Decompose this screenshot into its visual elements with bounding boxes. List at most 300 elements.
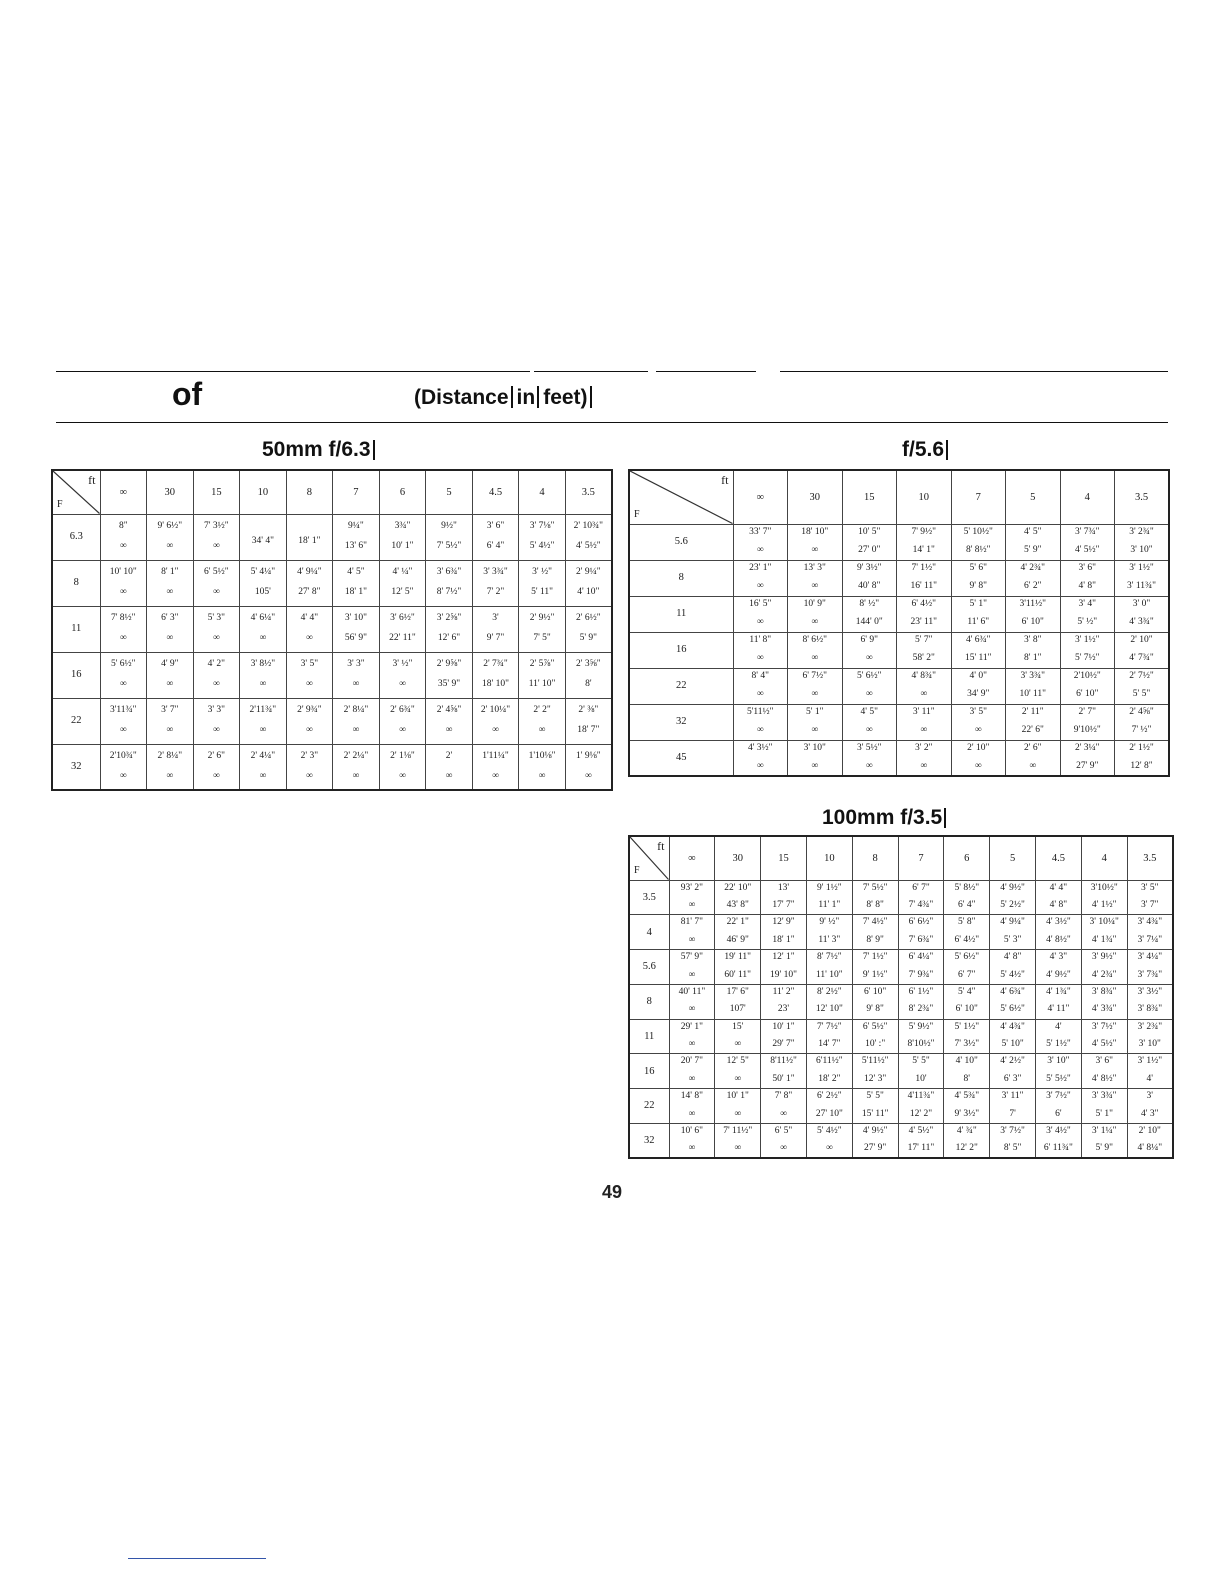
near-limit: 9¼" — [348, 520, 364, 531]
header-row — [629, 470, 1169, 524]
depth-cell — [472, 698, 519, 744]
near-limit: 10' 1" — [772, 1021, 795, 1032]
far-limit: ∞ — [734, 1143, 742, 1154]
near-limit: 5' 7" — [915, 635, 933, 646]
depth-cell — [1081, 1089, 1127, 1124]
far-limit: 7' 5" — [533, 633, 551, 644]
far-limit: 11' 10" — [528, 679, 556, 690]
depth-cell — [715, 984, 761, 1019]
distance-header: 4 — [519, 470, 566, 514]
f-stop-cell: 16 — [52, 652, 100, 698]
far-limit: ∞ — [688, 1039, 696, 1050]
depth-cell — [286, 698, 333, 744]
depth-cell — [842, 704, 897, 740]
depth-cell — [842, 740, 897, 776]
far-limit: 5' 10" — [1001, 1039, 1024, 1050]
table-row — [629, 984, 1173, 1019]
near-limit: 3' 8" — [1024, 635, 1042, 646]
far-limit: ∞ — [119, 725, 127, 736]
depth-cell — [240, 560, 287, 606]
near-limit: 2' 11" — [1021, 707, 1044, 718]
depth-cell — [193, 560, 240, 606]
far-limit: ∞ — [865, 760, 873, 771]
far-limit: 15' 11" — [964, 652, 992, 663]
far-limit: 12' 2" — [955, 1143, 978, 1154]
table-row — [629, 560, 1169, 596]
far-limit: 35' 9" — [437, 679, 461, 690]
depth-cell — [897, 740, 952, 776]
far-limit: 5' 1½" — [1046, 1039, 1071, 1050]
near-limit: 4' 9½" — [1000, 882, 1025, 893]
far-limit: 5' 7½" — [1074, 652, 1100, 663]
far-limit: ∞ — [212, 770, 220, 781]
depth-cell — [761, 1054, 807, 1089]
depth-cell — [472, 744, 519, 790]
depth-cell — [565, 606, 612, 652]
far-limit: 3' 7" — [1141, 900, 1159, 911]
near-limit: 4' 3½" — [1046, 917, 1071, 928]
near-limit: 10' 1" — [726, 1091, 749, 1102]
far-limit: 4' 1½" — [1091, 900, 1117, 911]
far-limit: ∞ — [352, 679, 360, 690]
far-limit: 9' 8" — [969, 580, 987, 591]
near-limit: 17' 6" — [726, 986, 749, 997]
depth-cell — [1036, 1054, 1082, 1089]
table-row — [629, 915, 1173, 950]
separator-bar — [373, 440, 375, 460]
depth-cell — [1006, 668, 1061, 704]
depth-cell — [565, 560, 612, 606]
depth-cell — [379, 514, 426, 560]
depth-cell — [147, 514, 194, 560]
far-limit: 12' 8" — [1130, 760, 1153, 771]
near-limit: 19' 11" — [724, 952, 752, 963]
near-limit: 3' 1½" — [1129, 563, 1154, 574]
f-stop-cell: 32 — [629, 1123, 669, 1158]
far-limit: 16' 11" — [910, 580, 938, 591]
near-limit: 2' 9¾" — [297, 704, 322, 715]
depth-cell — [1115, 524, 1170, 560]
depth-cell — [898, 1123, 944, 1158]
near-limit: 7' 8" — [774, 1091, 793, 1102]
depth-cell — [944, 1089, 990, 1124]
near-limit: 10' 6" — [680, 1125, 704, 1136]
depth-cell — [951, 740, 1006, 776]
depth-cell — [519, 514, 566, 560]
near-limit: 6' 9" — [860, 635, 878, 646]
near-limit: 5' 9½" — [908, 1021, 934, 1032]
header-row — [629, 836, 1173, 880]
distance-header: 7 — [951, 470, 1006, 524]
near-limit: 3' 0" — [1132, 599, 1151, 610]
distance-header: 15 — [761, 836, 807, 880]
near-limit: 3' 7½" — [1000, 1125, 1025, 1136]
depth-cell — [286, 652, 333, 698]
near-limit: 5' 8" — [958, 917, 976, 928]
far-limit: 46' 9" — [726, 934, 749, 945]
depth-cell — [761, 950, 807, 985]
depth-cell — [715, 1019, 761, 1054]
depth-cell — [1006, 596, 1061, 632]
diagonal-divider — [630, 471, 733, 524]
table-title-50mm — [262, 438, 379, 462]
near-limit: 5' 4" — [958, 986, 976, 997]
near-limit: 7' 9½" — [911, 527, 937, 538]
depth-cell — [1036, 984, 1082, 1019]
aperture-label: F — [57, 499, 63, 510]
near-limit: 11' 2" — [772, 986, 795, 997]
depth-cell — [761, 1089, 807, 1124]
depth-cell — [286, 606, 333, 652]
depth-cell — [333, 560, 380, 606]
f-stop-cell: 5.6 — [629, 524, 733, 560]
distance-header: ∞ — [100, 470, 147, 514]
table-row — [629, 668, 1169, 704]
far-limit: 9' 3½" — [954, 1108, 980, 1119]
near-limit: 23' 1" — [749, 563, 772, 574]
separator-bar — [590, 386, 592, 408]
near-limit: 4' — [1055, 1021, 1062, 1032]
f-stop-cell: 6.3 — [52, 514, 100, 560]
near-limit: 2' 8¼" — [157, 750, 183, 761]
depth-cell — [788, 668, 843, 704]
distance-header: 4.5 — [1036, 836, 1082, 880]
near-limit: 3' 10¼" — [1089, 917, 1119, 928]
far-limit: 10' 11" — [1019, 688, 1047, 699]
depth-cell — [715, 1054, 761, 1089]
far-limit: 4' 3¾" — [1091, 1004, 1117, 1015]
depth-cell — [1127, 915, 1173, 950]
near-limit: 1'10⅛" — [528, 750, 556, 761]
far-limit: ∞ — [780, 1143, 787, 1154]
near-limit: 3' 4½" — [1046, 1125, 1071, 1136]
far-limit: ∞ — [811, 688, 819, 699]
near-limit: 4' 6¼" — [250, 612, 276, 623]
near-limit: 7' 1½" — [911, 563, 937, 574]
far-limit: 4' 3¾" — [1129, 616, 1154, 627]
near-limit: 5' 4¼" — [250, 566, 276, 577]
far-limit: ∞ — [734, 1039, 742, 1050]
depth-cell — [1036, 1089, 1082, 1124]
depth-cell — [1006, 560, 1061, 596]
far-limit: ∞ — [306, 679, 313, 690]
near-limit: 7' 5½" — [862, 882, 888, 893]
near-limit: 3' ½" — [392, 658, 413, 669]
far-limit: 144' 0" — [855, 616, 883, 627]
depth-cell — [898, 880, 944, 915]
near-limit: 6' 3" — [161, 612, 179, 623]
far-limit: 18' 1" — [298, 536, 321, 547]
depth-cell — [788, 740, 843, 776]
near-limit: 5' 1½" — [954, 1021, 980, 1032]
depth-cell — [951, 524, 1006, 560]
far-limit: 4' 5½" — [576, 541, 601, 552]
near-limit: 8' 4" — [751, 671, 769, 682]
depth-cell — [1115, 740, 1170, 776]
depth-cell — [806, 984, 852, 1019]
far-limit: 14' 1" — [912, 544, 935, 555]
near-limit: 6' 5½" — [862, 1021, 888, 1032]
far-limit: 15' 11" — [861, 1108, 889, 1119]
near-limit: 5' 3" — [207, 612, 226, 623]
depth-cell — [842, 560, 897, 596]
near-limit: 3' 4" — [1078, 599, 1096, 610]
far-limit: ∞ — [780, 1108, 787, 1119]
unit-close: feet) — [543, 386, 588, 409]
header-row — [52, 470, 612, 514]
near-limit: 1'11¼" — [482, 750, 509, 761]
far-limit: 5' 2½" — [1000, 900, 1025, 911]
depth-cell — [333, 514, 380, 560]
depth-cell — [426, 744, 473, 790]
depth-cell — [1006, 524, 1061, 560]
depth-cell — [788, 704, 843, 740]
near-limit: 22' 1" — [726, 917, 749, 928]
far-limit: ∞ — [920, 760, 928, 771]
near-limit: 8' ½" — [859, 599, 880, 610]
f-stop-cell: 11 — [629, 596, 733, 632]
near-limit: 93' 2" — [680, 882, 704, 893]
far-limit: 5' 11" — [531, 587, 553, 598]
depth-cell — [472, 652, 519, 698]
near-limit: 4' 0" — [969, 671, 987, 682]
near-limit: 6' 4¼" — [908, 952, 934, 963]
depth-cell — [1115, 632, 1170, 668]
depth-cell — [1006, 740, 1061, 776]
depth-cell — [1036, 880, 1082, 915]
distance-header: 7 — [333, 470, 380, 514]
far-limit: 7' 3½" — [954, 1039, 980, 1050]
near-limit: 9' 1½" — [817, 882, 842, 893]
distance-header: 15 — [842, 470, 897, 524]
far-limit: 7' 4¾" — [908, 900, 934, 911]
near-limit: 4' 5" — [860, 707, 878, 718]
depth-cell — [761, 915, 807, 950]
near-limit: 3' 7¾" — [1074, 527, 1100, 538]
far-limit: 18' 1" — [772, 934, 795, 945]
far-limit: 23' 11" — [910, 616, 938, 627]
near-limit: 5' 6½" — [856, 671, 882, 682]
near-limit: 4' 10" — [955, 1056, 978, 1067]
far-limit: 8' — [963, 1073, 971, 1084]
far-limit: 3' 7¾" — [1137, 969, 1163, 980]
far-limit: 8' 1" — [1024, 652, 1042, 663]
f-stop-cell: 22 — [629, 668, 733, 704]
depth-cell — [897, 704, 952, 740]
distance-header: 4.5 — [472, 470, 519, 514]
far-limit: 27' 0" — [858, 544, 881, 555]
depth-cell — [426, 514, 473, 560]
near-limit: 4' 3½" — [747, 742, 773, 753]
near-limit: 18' 10" — [801, 527, 829, 538]
near-limit: 2'10¾" — [109, 750, 137, 761]
near-limit: 7' 8½" — [110, 612, 136, 623]
depth-cell — [240, 652, 287, 698]
depth-cell — [852, 1054, 898, 1089]
depth-cell — [1115, 668, 1170, 704]
depth-cell — [788, 560, 843, 596]
near-limit: 6' 1½" — [908, 986, 934, 997]
far-limit: 22' 6" — [1021, 724, 1044, 735]
near-limit: 1' 9⅛" — [576, 750, 601, 761]
far-limit: ∞ — [306, 633, 313, 644]
far-limit: ∞ — [688, 934, 696, 945]
near-limit: 8'11½" — [770, 1056, 797, 1067]
distance-header: 5 — [426, 470, 473, 514]
depth-cell — [333, 698, 380, 744]
depth-cell — [286, 744, 333, 790]
near-limit: 22' 10" — [724, 882, 752, 893]
depth-cell — [669, 950, 715, 985]
far-limit: ∞ — [119, 679, 127, 690]
depth-cell — [1115, 704, 1170, 740]
far-limit: ∞ — [306, 725, 313, 736]
far-limit: 8' 8½" — [965, 544, 991, 555]
depth-cell — [733, 704, 788, 740]
depth-cell — [1006, 704, 1061, 740]
near-limit: 5' 1" — [969, 599, 987, 610]
far-limit: 27' 9" — [864, 1143, 887, 1154]
depth-cell — [1036, 1123, 1082, 1158]
distance-header: 4 — [1060, 470, 1115, 524]
depth-cell — [669, 984, 715, 1019]
depth-cell — [897, 668, 952, 704]
near-limit: 13' 3" — [803, 563, 826, 574]
far-limit: ∞ — [756, 544, 764, 555]
far-limit: 6' — [1055, 1108, 1062, 1119]
depth-cell — [944, 1123, 990, 1158]
near-limit: 4' 2¾" — [1020, 563, 1046, 574]
depth-cell — [990, 915, 1036, 950]
far-limit: 4' 8" — [1049, 900, 1068, 911]
far-limit: ∞ — [811, 652, 819, 663]
near-limit: 10' 9" — [803, 599, 826, 610]
near-limit: 6' 10" — [864, 986, 887, 997]
depth-cell — [990, 950, 1036, 985]
depth-cell — [806, 1054, 852, 1089]
near-limit: 7' 4½" — [862, 917, 888, 928]
far-limit: 5' 9" — [1095, 1143, 1113, 1154]
far-limit: 8' 8" — [866, 900, 884, 911]
f-stop-cell: 5.6 — [629, 950, 669, 985]
depth-cell — [193, 652, 240, 698]
far-limit: ∞ — [259, 633, 267, 644]
depth-cell — [426, 698, 473, 744]
depth-cell — [806, 1019, 852, 1054]
far-limit: 5' 5" — [1132, 688, 1151, 699]
near-limit: 11' 8" — [749, 635, 772, 646]
far-limit: ∞ — [212, 679, 220, 690]
near-limit: 3' 2¾" — [1129, 527, 1154, 538]
depth-cell — [1060, 632, 1115, 668]
depth-cell — [944, 1019, 990, 1054]
near-limit: 3' 5" — [1141, 882, 1159, 893]
far-limit: 3' 10" — [1138, 1039, 1161, 1050]
far-limit: 7' 5½" — [436, 541, 462, 552]
near-limit: 7' 3½" — [204, 520, 229, 531]
near-limit: 4' 1¾" — [1046, 986, 1071, 997]
far-limit: ∞ — [756, 724, 764, 735]
near-limit: 3' 3¾" — [1020, 671, 1046, 682]
near-limit: 3' 2⅝" — [436, 612, 462, 623]
far-limit: 12' 6" — [437, 633, 461, 644]
far-limit: 5' 4½" — [1000, 969, 1025, 980]
near-limit: 3' 10" — [1047, 1056, 1070, 1067]
near-limit: 12' 1" — [772, 952, 795, 963]
depth-cell — [898, 1054, 944, 1089]
near-limit: 6' 7½" — [802, 671, 828, 682]
near-limit: 40' 11" — [678, 986, 706, 997]
far-limit: ∞ — [865, 652, 873, 663]
depth-cell — [426, 560, 473, 606]
f-stop-cell: 8 — [629, 560, 733, 596]
dof-table-100mm — [628, 835, 1174, 1159]
near-limit: 4' 5¾" — [954, 1091, 980, 1102]
near-limit: 2' 6" — [1024, 742, 1042, 753]
distance-header: ∞ — [669, 836, 715, 880]
distance-unit-label: ft — [657, 839, 665, 853]
depth-cell — [733, 596, 788, 632]
depth-cell — [472, 514, 519, 560]
far-limit: ∞ — [688, 1108, 696, 1119]
aperture-label: F — [634, 865, 640, 876]
f-stop-cell: 8 — [52, 560, 100, 606]
far-limit: ∞ — [259, 679, 267, 690]
distance-header: 4 — [1081, 836, 1127, 880]
table-title-text: f/5.6 — [902, 438, 945, 461]
depth-cell — [1115, 560, 1170, 596]
depth-cell — [1115, 596, 1170, 632]
near-limit: 4' ¾" — [956, 1125, 977, 1136]
near-limit: 3'11½" — [1019, 599, 1047, 610]
depth-cell — [788, 524, 843, 560]
depth-cell — [1036, 1019, 1082, 1054]
far-limit: 5' 4½" — [529, 541, 555, 552]
depth-cell — [733, 560, 788, 596]
far-limit: ∞ — [492, 770, 499, 781]
depth-cell — [852, 950, 898, 985]
far-limit: 58' 2" — [912, 652, 935, 663]
depth-cell — [333, 652, 380, 698]
depth-cell — [1060, 524, 1115, 560]
near-limit: 3' 4¼" — [1137, 952, 1163, 963]
near-limit: 15' — [732, 1021, 744, 1032]
near-limit: 3' 6½" — [390, 612, 415, 623]
far-limit: 11' 6" — [967, 616, 990, 627]
depth-cell — [669, 1089, 715, 1124]
far-limit: 5' 9" — [579, 633, 598, 644]
depth-cell — [761, 1123, 807, 1158]
near-limit: 81' 7" — [680, 917, 704, 928]
far-limit: 7' 6¾" — [908, 934, 934, 945]
near-limit: 2' 7¾" — [483, 658, 508, 669]
depth-cell — [100, 698, 147, 744]
far-limit: 10' :" — [865, 1039, 886, 1050]
near-limit: 16' 5" — [749, 599, 772, 610]
far-limit: 29' 7" — [772, 1039, 795, 1050]
depth-cell — [147, 698, 194, 744]
far-limit: ∞ — [865, 724, 873, 735]
far-limit: ∞ — [811, 724, 819, 735]
far-limit: 8' 5" — [1003, 1143, 1022, 1154]
far-limit: ∞ — [492, 725, 499, 736]
near-limit: 10' 5" — [858, 527, 881, 538]
far-limit: 4' 8¼" — [1137, 1143, 1163, 1154]
near-limit: 3' 11" — [912, 707, 935, 718]
near-limit: 2' 2" — [533, 704, 551, 715]
far-limit: 4' 8" — [1078, 580, 1096, 591]
depth-cell — [669, 1054, 715, 1089]
